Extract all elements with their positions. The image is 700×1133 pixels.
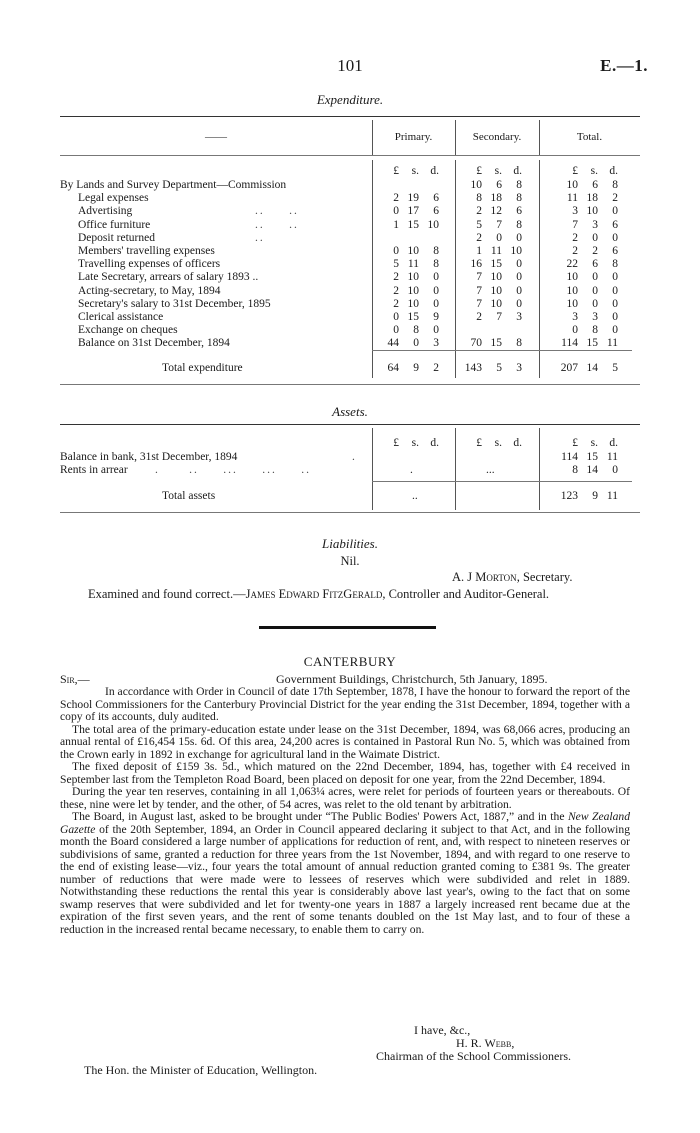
paragraph-2: The total area of the primary-education estate under lease on the 31st December, 1894, was 68,066 acres, producing an annual rental of £16,454 15s. 6d. Of this area, 24,200 acres is contained in Pastoral Run No. 5, which was obtained from the Crown early in 1892 in exchange for agricultural land in the Waimate District. bbox=[60, 722, 630, 761]
section-divider bbox=[259, 626, 436, 629]
assets-row-rents: Rents in arrear . .. ... ... .. . ... 8 14 0 bbox=[60, 464, 618, 476]
assets-units-row: £ s. d. £ s. d. £ s. d. bbox=[393, 437, 618, 449]
letter-salutation: Sir,— bbox=[60, 672, 90, 686]
column-header-blank: —— bbox=[205, 131, 227, 143]
expenditure-row: Legal expenses 2 19 6 8 18 8 11 18 2 bbox=[78, 192, 618, 205]
paragraph-4: During the year ten reserves, containing in all 1,063¼ acres, were relet for periods of fourteen years or thereabouts. Of these, nine were let by tender, and the other, of 54 acres, was relet to the old tenant by arbitration. bbox=[60, 785, 630, 811]
expenditure-bottom-rule bbox=[60, 384, 640, 385]
column-header-rule bbox=[60, 155, 640, 156]
expenditure-row: Clerical assistance 0 15 9 2 7 3 3 3 0 bbox=[78, 311, 618, 323]
page-number: 101 bbox=[337, 56, 363, 75]
expenditure-row: Advertising .. .. 0 17 6 2 12 6 3 10 0 bbox=[78, 205, 618, 218]
expenditure-row: Late Secretary, arrears of salary 1893 .. 2 10 0 7 10 0 10 0 0 bbox=[78, 271, 618, 284]
liabilities-title: Liabilities. bbox=[322, 536, 378, 551]
assets-title: Assets. bbox=[332, 404, 368, 419]
letter-signer: H. R. Webb, bbox=[456, 1036, 515, 1050]
letter-address: Government Buildings, Christchurch, 5th January, 1895. bbox=[276, 672, 548, 686]
expenditure-row: Secretary's salary to 31st December, 1895 2 10 0 7 10 0 10 0 0 bbox=[78, 297, 618, 310]
assets-bottom-rule bbox=[60, 512, 640, 513]
column-header-primary: Primary. bbox=[394, 131, 433, 143]
paragraph-5: The Board, in August last, asked to be brought under “The Public Bodies' Powers Act, 1887,” and in the New Zealand Gazette of the 20th September, 1894, an Order in Council appeared declaring it subject to that Act, and in the following month the Board considered a large number of applications for reduction of rent, and, with respect to nineteen reserves or subdivisions of same, granted a reduction for three years from the 1st November, 1894, and with regard to one reserve to the end of existing lease—viz., four years the total amount of annual reduction granted coming to £381 9s. The greater number of reductions that were made were to lessees of reserves which were subdivided and relet in 1889. Notwithstanding these reductions the rental this year is considerably above last year's, owing to the fact that on some swamp reserves that were subdivided and let for twenty-one years in 1887 a largely increased rent became due at the expiration of the first seven years, and the rent of some tenants doubled on the 1st May last, and to four of these a reduction in the increased rental became necessary, to enable them to carry on. bbox=[60, 810, 631, 936]
expenditure-row: Acting-secretary, to May, 1894 2 10 0 7 10 0 10 0 0 bbox=[78, 284, 618, 297]
column-header-secondary: Secondary. bbox=[472, 131, 522, 143]
letter-signer-title: Chairman of the School Commissioners. bbox=[376, 1049, 571, 1063]
paragraph-3: The fixed deposit of £159 3s. 5d., which matured on the 22nd December, 1894, has, together with £4 received in September last from the Templeton Road Board, been placed on deposit for one year, from the 22nd December, 1894. bbox=[60, 760, 630, 786]
auditor-certification: Examined and found correct.—James Edward FitzGerald, Controller and Auditor-General. bbox=[88, 587, 550, 601]
letter-closing: I have, &c., bbox=[414, 1023, 471, 1037]
expenditure-title: Expenditure. bbox=[316, 92, 384, 107]
letter-addressee: The Hon. the Minister of Education, Wellington. bbox=[84, 1063, 318, 1077]
expenditure-row: Deposit returned .. 2 0 0 2 0 0 bbox=[78, 231, 618, 244]
assets-top-rule bbox=[60, 424, 640, 425]
expenditure-row: By Lands and Survey Department—Commission 10 6 8 10 6 8 bbox=[60, 179, 618, 191]
expenditure-row: Travelling expenses of officers 5 11 8 16 15 0 22 6 8 bbox=[78, 258, 618, 271]
expenditure-row: Exchange on cheques 0 8 0 0 8 0 bbox=[78, 324, 618, 337]
expenditure-units-row: £ s. d. £ s. d. £ s. d. bbox=[393, 165, 618, 177]
liabilities-value: Nil. bbox=[340, 554, 360, 568]
assets-total-row: Total assets .. 123 9 11 bbox=[162, 490, 618, 502]
document-reference: E.—1. bbox=[600, 56, 648, 75]
expenditure-row: Members' travelling expenses 0 10 8 1 11 10 2 2 6 bbox=[78, 245, 618, 257]
assets-subtotal-rule bbox=[372, 481, 632, 482]
expenditure-total-row: Total expenditure 64 9 2 143 5 3 207 14 5 bbox=[162, 362, 618, 374]
expenditure-row: Office furniture .. .. 1 15 10 5 7 8 7 3 6 bbox=[78, 218, 618, 231]
subtotal-rule bbox=[372, 350, 632, 351]
paragraph-1: In accordance with Order in Council of date 17th September, 1878, I have the honour to forward the report of the School Commissioners for the Canterbury Provincial District for the year ending the 31st December, 1894, together with a copy of its accounts, duly audited. bbox=[60, 685, 630, 723]
assets-row-bank: Balance in bank, 31st December, 1894 . 114 15 11 bbox=[60, 451, 618, 463]
secretary-signature: A. J Morton, Secretary. bbox=[452, 570, 573, 584]
expenditure-top-rule bbox=[60, 116, 640, 117]
expenditure-row: Balance on 31st December, 1894 44 0 3 70 15 8 114 15 11 bbox=[78, 337, 618, 350]
column-header-total: Total. bbox=[576, 131, 603, 143]
letter-heading: CANTERBURY bbox=[303, 654, 397, 669]
letter-body bbox=[60, 686, 630, 936]
